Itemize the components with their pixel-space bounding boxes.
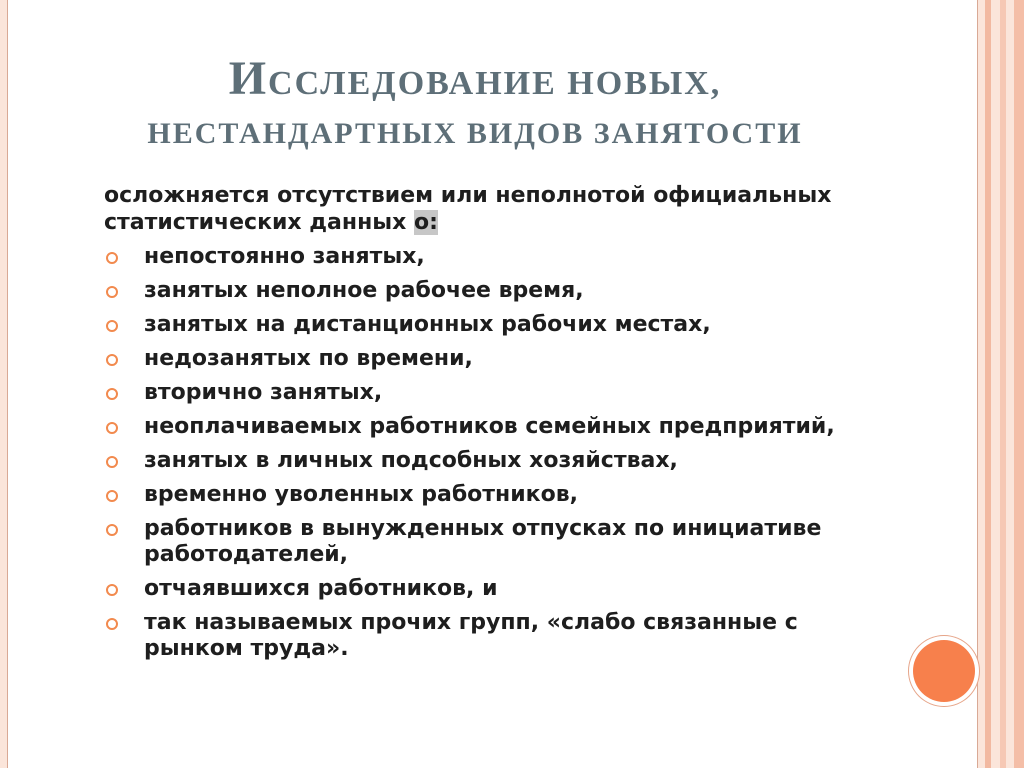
list-item [104, 278, 904, 304]
list-item [104, 448, 904, 474]
list-item-text: занятых неполное рабочее время, [144, 278, 584, 303]
list-item-text: так называемых прочих групп, «слабо связанные с рынком труда». [144, 610, 798, 661]
list-item-text: недозанятых по времени, [144, 346, 473, 371]
list-item [104, 244, 904, 270]
bullet-circle-icon [106, 286, 118, 298]
decorative-stripe [1000, 0, 1006, 768]
title-line-1-text: ССЛЕДОВАНИЕ НОВЫХ, [268, 65, 722, 102]
title-line-1 [40, 54, 910, 109]
bullet-circle-icon [106, 422, 118, 434]
title-line-2: НЕСТАНДАРТНЫХ ВИДОВ ЗАНЯТОСТИ [147, 117, 803, 150]
intro-paragraph [104, 182, 904, 236]
list-item [104, 576, 904, 602]
decorative-stripe [1014, 0, 1024, 768]
list-item [104, 516, 904, 568]
bullet-list [104, 244, 904, 662]
slide-title [40, 54, 910, 159]
list-item-text: неоплачиваемых работников семейных предприятий, [144, 414, 835, 439]
list-item [104, 610, 904, 662]
bullet-circle-icon [106, 490, 118, 502]
title-first-letter: И [228, 52, 269, 105]
decorative-circle [913, 640, 975, 702]
decorative-stripe [985, 0, 991, 768]
bullet-circle-icon [106, 388, 118, 400]
list-item-text: временно уволенных работников, [144, 482, 578, 507]
bullet-circle-icon [106, 584, 118, 596]
bullet-circle-icon [106, 354, 118, 366]
intro-text: осложняется отсутствием или неполнотой официальных статистических данных [104, 183, 832, 235]
slide-body [104, 182, 904, 670]
bullet-circle-icon [106, 320, 118, 332]
list-item [104, 482, 904, 508]
bullet-circle-icon [106, 252, 118, 264]
list-item [104, 380, 904, 406]
list-item [104, 346, 904, 372]
list-item-text: занятых на дистанционных рабочих местах, [144, 312, 711, 337]
bullet-circle-icon [106, 618, 118, 630]
list-item [104, 414, 904, 440]
bullet-circle-icon [106, 524, 118, 536]
list-item-text: работников в вынужденных отпусках по инициативе работодателей, [144, 516, 822, 567]
bullet-circle-icon [106, 456, 118, 468]
intro-highlight: о: [414, 210, 438, 235]
list-item-text: вторично занятых, [144, 380, 383, 405]
list-item [104, 312, 904, 338]
list-item-text: непостоянно занятых, [144, 244, 425, 269]
list-item-text: занятых в личных подсобных хозяйствах, [144, 448, 678, 473]
list-item-text: отчаявшихся работников, и [144, 576, 498, 601]
